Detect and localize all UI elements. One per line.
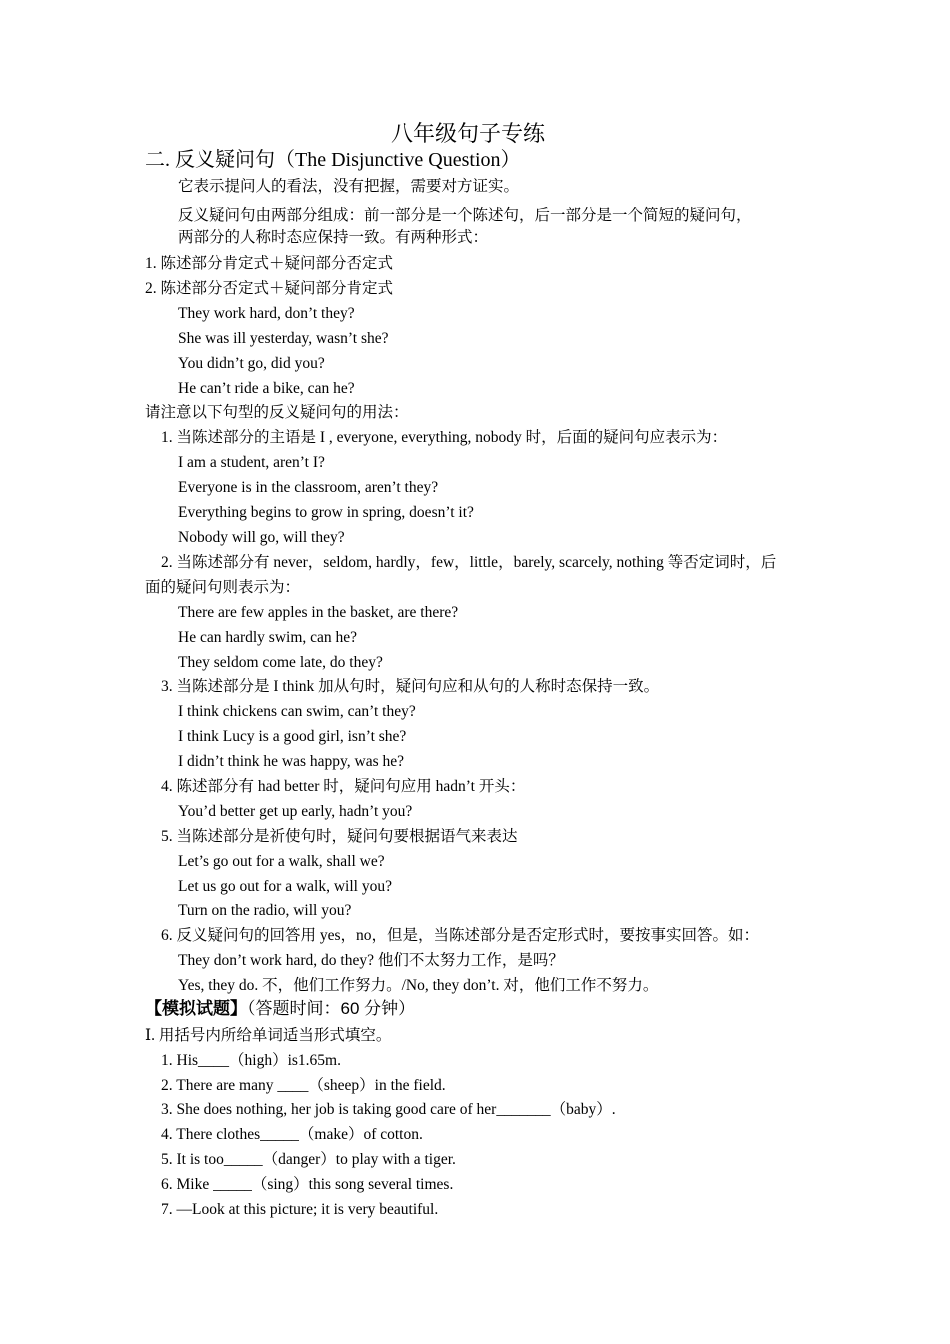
rule-heading: 3. 当陈述部分是 I think 加从句时，疑问句应和从句的人称时态保持一致。 bbox=[161, 678, 660, 695]
example-sentence: Turn on the radio, will you? bbox=[178, 902, 352, 919]
page-title: 八年级句子专练 bbox=[391, 121, 546, 146]
intro-line: 两部分的人称时态应保持一致。有两种形式： bbox=[178, 229, 489, 246]
question-item: 1. His____（high）is1.65m. bbox=[161, 1052, 341, 1069]
rule-heading-continued: 面的疑问句则表示为： bbox=[145, 579, 301, 596]
question-item: 7. —Look at this picture; it is very beautiful. bbox=[161, 1201, 439, 1218]
rule-heading: 6. 反义疑问句的回答用 yes，no，但是，当陈述部分是否定形式时，要按事实回答。如： bbox=[161, 927, 760, 944]
intro-line: 反义疑问句由两部分组成：前一部分是一个陈述句，后一部分是一个简短的疑问句， bbox=[178, 207, 752, 224]
example-sentence: I didn’t think he was happy, was he? bbox=[178, 753, 404, 770]
rule-heading: 4. 陈述部分有 had better 时，疑问句应用 hadn’t 开头： bbox=[161, 778, 526, 795]
notice-line: 请注意以下句型的反义疑问句的用法： bbox=[145, 404, 409, 421]
example-sentence: I think Lucy is a good girl, isn’t she? bbox=[178, 728, 407, 745]
exam-title-label: 【模拟试题】 bbox=[145, 999, 247, 1018]
part-heading: Ⅰ. 用括号内所给单词适当形式填空。 bbox=[145, 1027, 392, 1044]
section-heading: 二. 反义疑问句（The Disjunctive Question） bbox=[145, 149, 521, 171]
example-sentence: Nobody will go, will they? bbox=[178, 529, 345, 546]
example-sentence: Everything begins to grow in spring, doesn’t it? bbox=[178, 504, 474, 521]
example-sentence: You didn’t go, did you? bbox=[178, 355, 325, 372]
rule-heading: 2. 当陈述部分有 never，seldom, hardly，few，little，barely, scarcely, nothing 等否定词时，后 bbox=[161, 554, 777, 571]
form-item: 1. 陈述部分肯定式＋疑问部分否定式 bbox=[145, 255, 394, 272]
example-sentence: She was ill yesterday, wasn’t she? bbox=[178, 330, 389, 347]
example-sentence: I am a student, aren’t I? bbox=[178, 454, 325, 471]
intro-line: 它表示提问人的看法，没有把握，需要对方证实。 bbox=[178, 178, 520, 195]
example-sentence: You’d better get up early, hadn’t you? bbox=[178, 803, 413, 820]
rule-heading: 5. 当陈述部分是祈使句时，疑问句要根据语气来表达 bbox=[161, 828, 518, 845]
example-sentence: Everyone is in the classroom, aren’t they? bbox=[178, 479, 439, 496]
question-item: 5. It is too_____（danger）to play with a tiger. bbox=[161, 1151, 456, 1168]
rule-heading: 1. 当陈述部分的主语是 I , everyone, everything, nobody 时，后面的疑问句应表示为： bbox=[161, 429, 728, 446]
example-sentence: He can’t ride a bike, can he? bbox=[178, 380, 355, 397]
question-item: 2. There are many ____（sheep）in the field. bbox=[161, 1077, 446, 1094]
example-sentence: He can hardly swim, can he? bbox=[178, 629, 358, 646]
example-sentence: Yes, they do. 不，他们工作努力。/No, they don’t. 对，他们工作不努力。 bbox=[178, 977, 659, 994]
example-sentence: I think chickens can swim, can’t they? bbox=[178, 703, 416, 720]
exam-title bbox=[145, 998, 415, 1020]
example-sentence: Let us go out for a walk, will you? bbox=[178, 878, 392, 895]
question-item: 6. Mike _____（sing）this song several times. bbox=[161, 1176, 454, 1193]
form-item: 2. 陈述部分否定式＋疑问部分肯定式 bbox=[145, 280, 394, 297]
question-item: 3. She does nothing, her job is taking good care of her_______（baby）. bbox=[161, 1101, 616, 1118]
example-sentence: Let’s go out for a walk, shall we? bbox=[178, 853, 385, 870]
question-item: 4. There clothes_____（make）of cotton. bbox=[161, 1126, 423, 1143]
example-sentence: They seldom come late, do they? bbox=[178, 654, 383, 671]
example-sentence: They work hard, don’t they? bbox=[178, 305, 355, 322]
exam-time-note: （答题时间：60 分钟） bbox=[247, 999, 416, 1018]
example-sentence: They don’t work hard, do they? 他们不太努力工作，是吗？ bbox=[178, 952, 564, 969]
example-sentence: There are few apples in the basket, are there? bbox=[178, 604, 459, 621]
